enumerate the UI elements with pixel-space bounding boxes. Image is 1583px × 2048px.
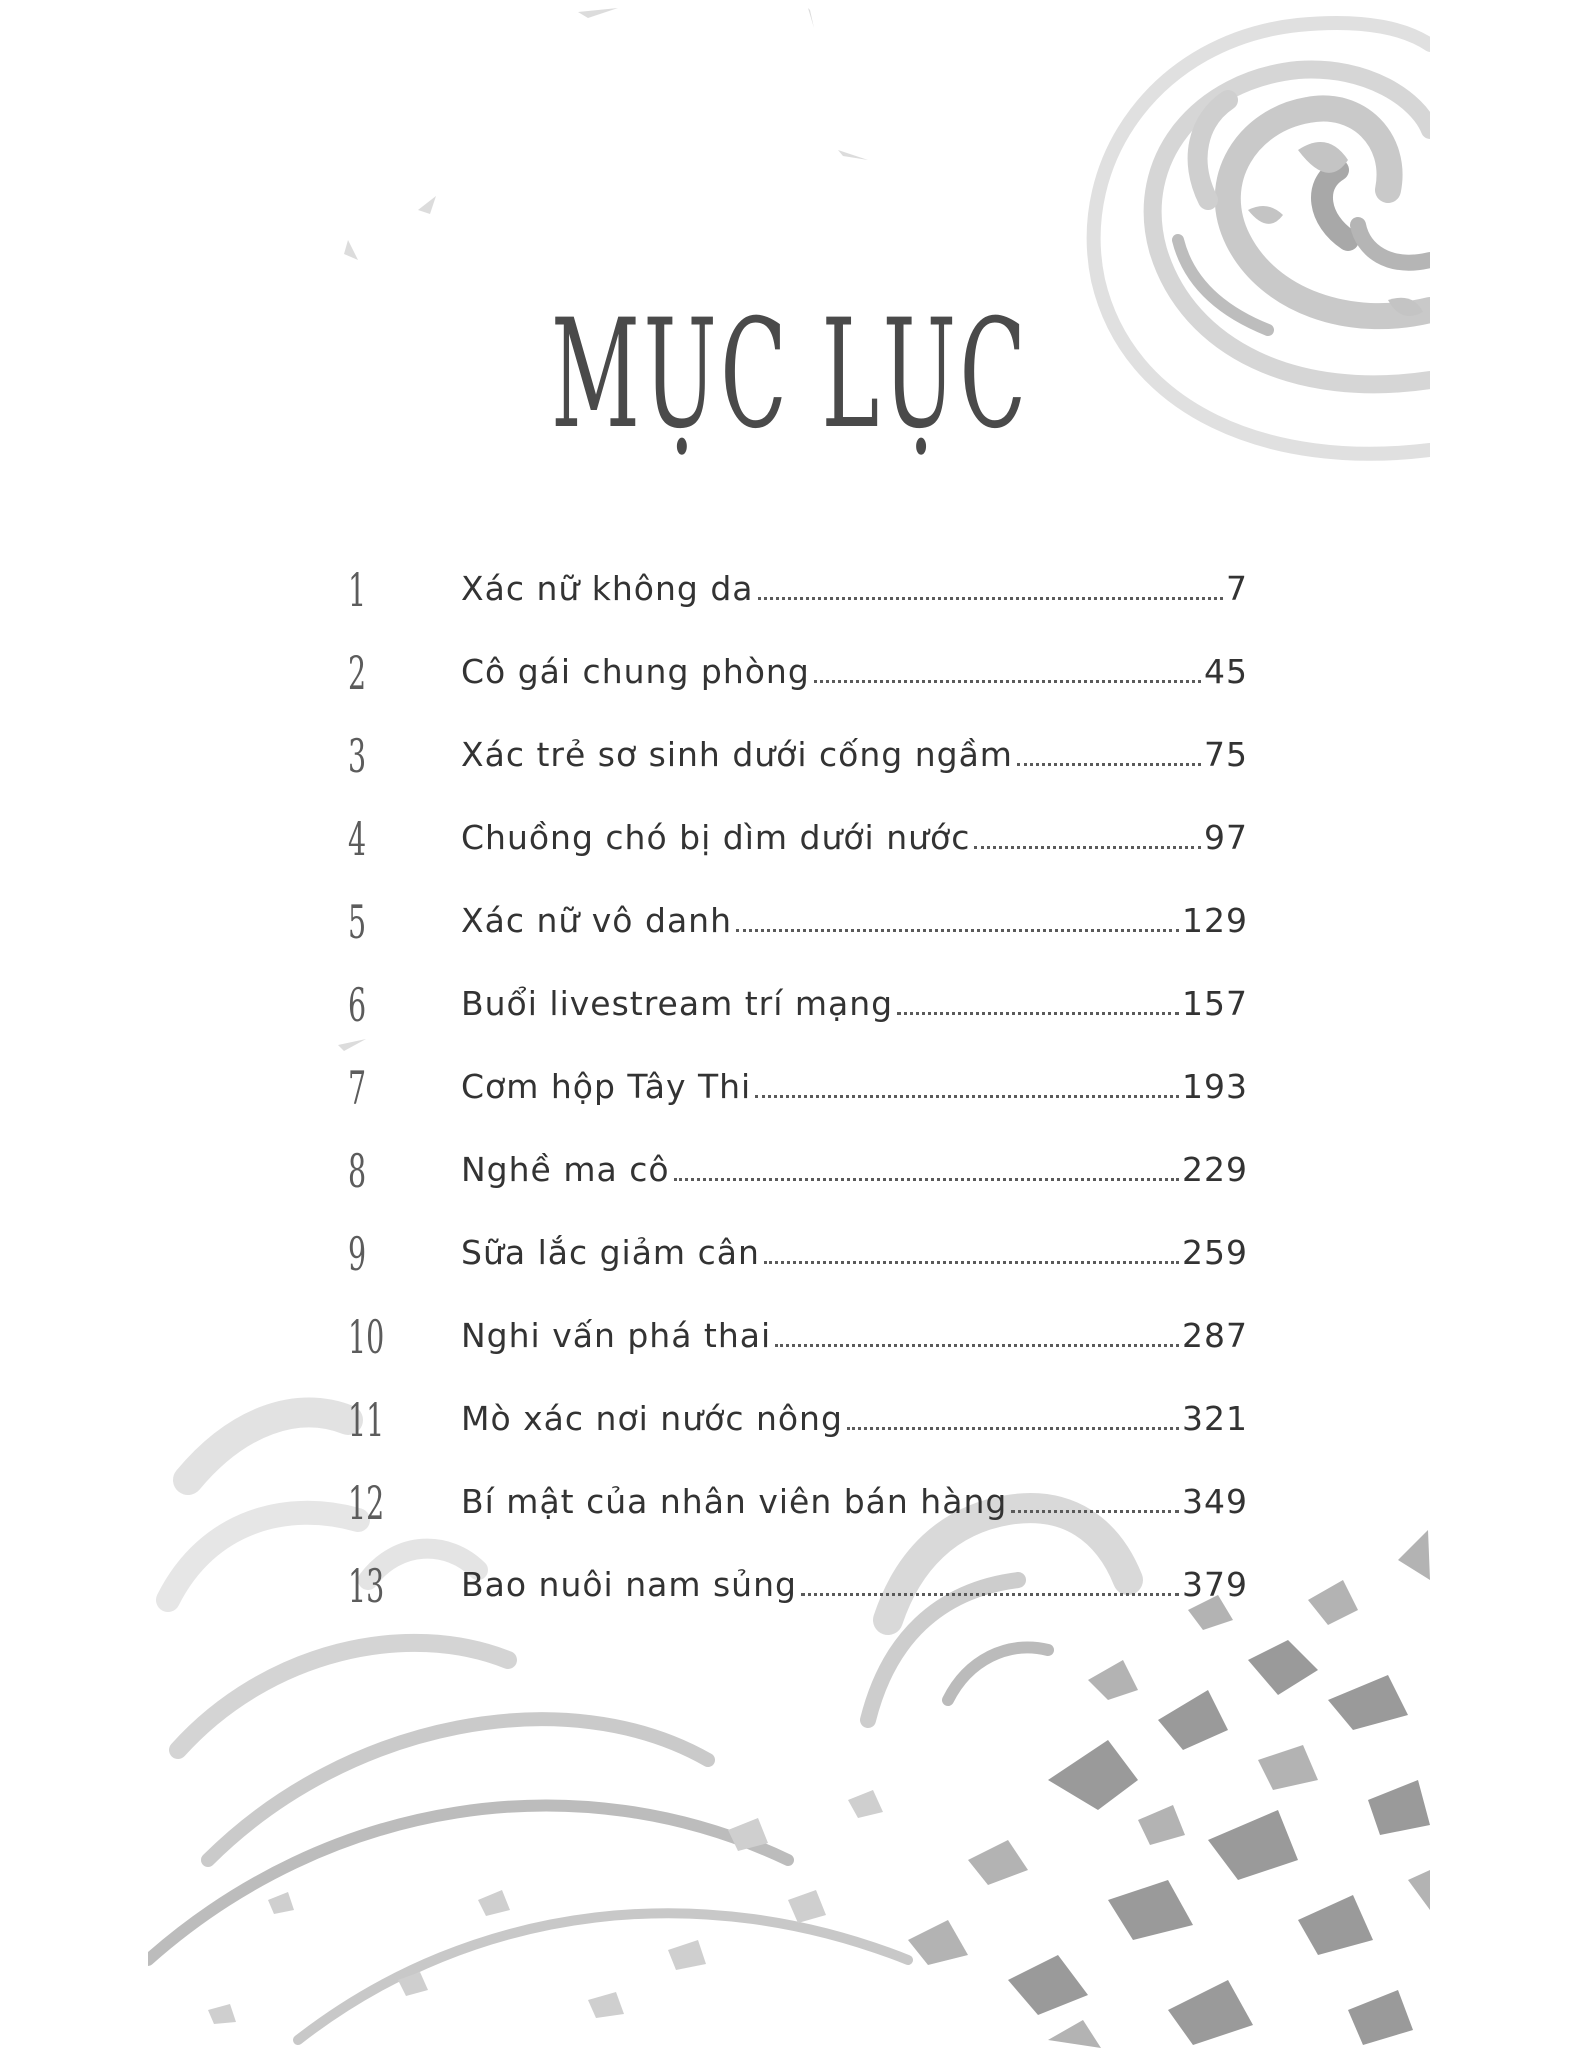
chapter-title: Xác nữ vô danh: [461, 901, 732, 940]
chapter-number: 7: [348, 1061, 367, 1115]
page-number: 287: [1182, 1316, 1248, 1355]
toc-entry[interactable]: [348, 554, 1388, 637]
dot-leader: [1017, 762, 1201, 766]
toc-line: [461, 564, 1248, 614]
chapter-number: 10: [348, 1310, 385, 1364]
dot-leader: [758, 596, 1223, 600]
toc-entry[interactable]: [348, 1218, 1388, 1301]
toc-entry[interactable]: [348, 1384, 1388, 1467]
page-title: MỤC LỤC: [550, 288, 1030, 462]
toc-line: [461, 1311, 1248, 1361]
toc-line: [461, 647, 1248, 697]
page-number: 129: [1182, 901, 1248, 940]
chapter-number: 11: [348, 1393, 385, 1447]
page-number: 45: [1204, 652, 1248, 691]
page-number: 157: [1182, 984, 1248, 1023]
toc-line: [461, 979, 1248, 1029]
toc-entry[interactable]: [348, 1550, 1388, 1633]
dot-leader: [897, 1011, 1179, 1015]
chapter-title: Bao nuôi nam sủng: [461, 1565, 797, 1604]
toc-entry[interactable]: [348, 720, 1388, 803]
toc-line: [461, 1560, 1248, 1610]
chapter-title: Buổi livestream trí mạng: [461, 984, 894, 1023]
chapter-number: 12: [348, 1476, 385, 1530]
toc-line: [461, 1477, 1248, 1527]
chapter-number: 6: [348, 978, 367, 1032]
dot-leader: [801, 1592, 1179, 1596]
dot-leader: [974, 845, 1201, 849]
dot-leader: [674, 1177, 1179, 1181]
chapter-number: 13: [348, 1559, 385, 1613]
dot-leader: [814, 679, 1201, 683]
chapter-title: Xác trẻ sơ sinh dưới cống ngầm: [461, 735, 1013, 774]
toc-line: [461, 813, 1248, 863]
toc-entry[interactable]: [348, 1135, 1388, 1218]
toc-line: [461, 1394, 1248, 1444]
dot-leader: [847, 1426, 1179, 1430]
toc-line: [461, 730, 1248, 780]
dot-leader: [755, 1094, 1179, 1098]
chapter-title: Nghề ma cô: [461, 1150, 670, 1189]
page-number: 259: [1182, 1233, 1248, 1272]
chapter-title: Cơm hộp Tây Thi: [461, 1067, 752, 1106]
page-number: 97: [1204, 818, 1248, 857]
toc-entry[interactable]: [348, 886, 1388, 969]
toc-entry[interactable]: [348, 1052, 1388, 1135]
chapter-number: 9: [348, 1227, 367, 1281]
page-number: 379: [1182, 1565, 1248, 1604]
page-number: 7: [1226, 569, 1248, 608]
dot-leader: [1011, 1509, 1179, 1513]
book-page: [148, 0, 1430, 2048]
chapter-title: Nghi vấn phá thai: [461, 1316, 772, 1355]
toc-line: [461, 1228, 1248, 1278]
chapter-number: 8: [348, 1144, 367, 1198]
toc-entry[interactable]: [348, 637, 1388, 720]
chapter-title: Mò xác nơi nước nông: [461, 1399, 843, 1438]
toc-entry[interactable]: [348, 1301, 1388, 1384]
toc-line: [461, 1062, 1248, 1112]
chapter-number: 4: [348, 812, 367, 866]
toc-entry[interactable]: [348, 803, 1388, 886]
table-of-contents: [348, 554, 1388, 1633]
chapter-title: Chuồng chó bị dìm dưới nước: [461, 818, 971, 857]
chapter-title: Sữa lắc giảm cân: [461, 1233, 760, 1272]
chapter-title: Xác nữ không da: [461, 569, 754, 608]
page-number: 229: [1182, 1150, 1248, 1189]
dot-leader: [736, 928, 1179, 932]
page-number: 321: [1182, 1399, 1248, 1438]
chapter-title: Cô gái chung phòng: [461, 652, 810, 691]
toc-line: [461, 1145, 1248, 1195]
toc-entry[interactable]: [348, 1467, 1388, 1550]
dot-leader: [764, 1260, 1179, 1264]
chapter-number: 3: [348, 729, 367, 783]
chapter-number: 1: [348, 563, 367, 617]
page-number: 349: [1182, 1482, 1248, 1521]
chapter-number: 2: [348, 646, 367, 700]
chapter-title: Bí mật của nhân viên bán hàng: [461, 1482, 1008, 1521]
page-number: 193: [1182, 1067, 1248, 1106]
page-number: 75: [1204, 735, 1248, 774]
toc-line: [461, 896, 1248, 946]
toc-entry[interactable]: [348, 969, 1388, 1052]
dot-leader: [775, 1343, 1179, 1347]
chapter-number: 5: [348, 895, 367, 949]
